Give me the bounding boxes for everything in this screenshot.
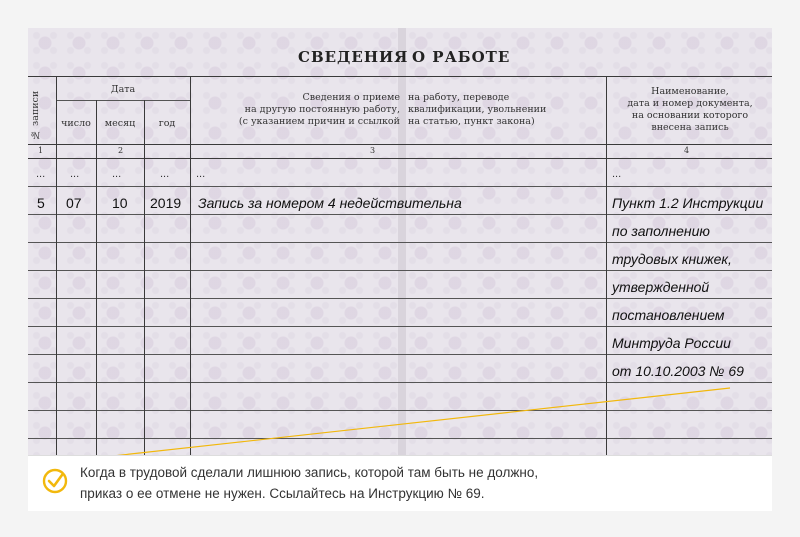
- record-number-header: № записи: [30, 90, 41, 140]
- month-header: месяц: [104, 118, 136, 129]
- date-header: Дата: [110, 84, 136, 95]
- basis-line: по заполнению: [612, 223, 710, 239]
- col-number-4: 4: [684, 146, 690, 155]
- entry-year: 2019: [150, 195, 182, 211]
- col-number-3: 3: [370, 146, 376, 155]
- callout-line-2: приказ о ее отмене не нужен. Ссылайтесь на Инструкцию № 69.: [80, 486, 485, 501]
- basis-line: трудовых книжек,: [612, 251, 732, 267]
- ellipsis-cell: ...: [36, 168, 46, 180]
- title-left: СВЕДЕНИЯ: [298, 48, 409, 66]
- basis-line: Минтруда России: [612, 335, 731, 351]
- check-icon: [42, 468, 68, 494]
- entry-month: 10: [112, 195, 128, 211]
- entry-text: Запись за номером 4 недействительна: [198, 195, 462, 211]
- info-header-right: на работу, переводе квалификации, увольнении на статью, пункт закона): [408, 92, 547, 127]
- callout-text: [80, 462, 760, 504]
- ellipsis-cell: ...: [112, 168, 122, 180]
- col-number-1: 1: [38, 146, 44, 155]
- col-number-2: 2: [118, 146, 124, 155]
- basis-line: утвержденной: [612, 279, 710, 295]
- callout-line-1: Когда в трудовой сделали лишнюю запись, которой там быть не должно,: [80, 465, 539, 480]
- entry-number: 5: [37, 195, 45, 211]
- basis-line: Пункт 1.2 Инструкции: [612, 195, 764, 211]
- entry-day: 07: [66, 195, 82, 211]
- ellipsis-cell: ...: [70, 168, 80, 180]
- document-header: Наименование, дата и номер документа, на основании которого внесена запись: [627, 86, 753, 133]
- day-header: число: [61, 118, 91, 129]
- basis-line: от 10.10.2003 № 69: [612, 363, 744, 379]
- ellipsis-cell: ...: [160, 168, 170, 180]
- basis-line: постановлением: [612, 307, 725, 323]
- title-right: О РАБОТЕ: [412, 48, 511, 66]
- ellipsis-cell: ...: [612, 168, 622, 180]
- ellipsis-cell: ...: [196, 168, 206, 180]
- info-header-left: Сведения о приеме на другую постоянную работу, (с указанием причин и ссылкой: [238, 92, 400, 127]
- year-header: год: [158, 118, 176, 129]
